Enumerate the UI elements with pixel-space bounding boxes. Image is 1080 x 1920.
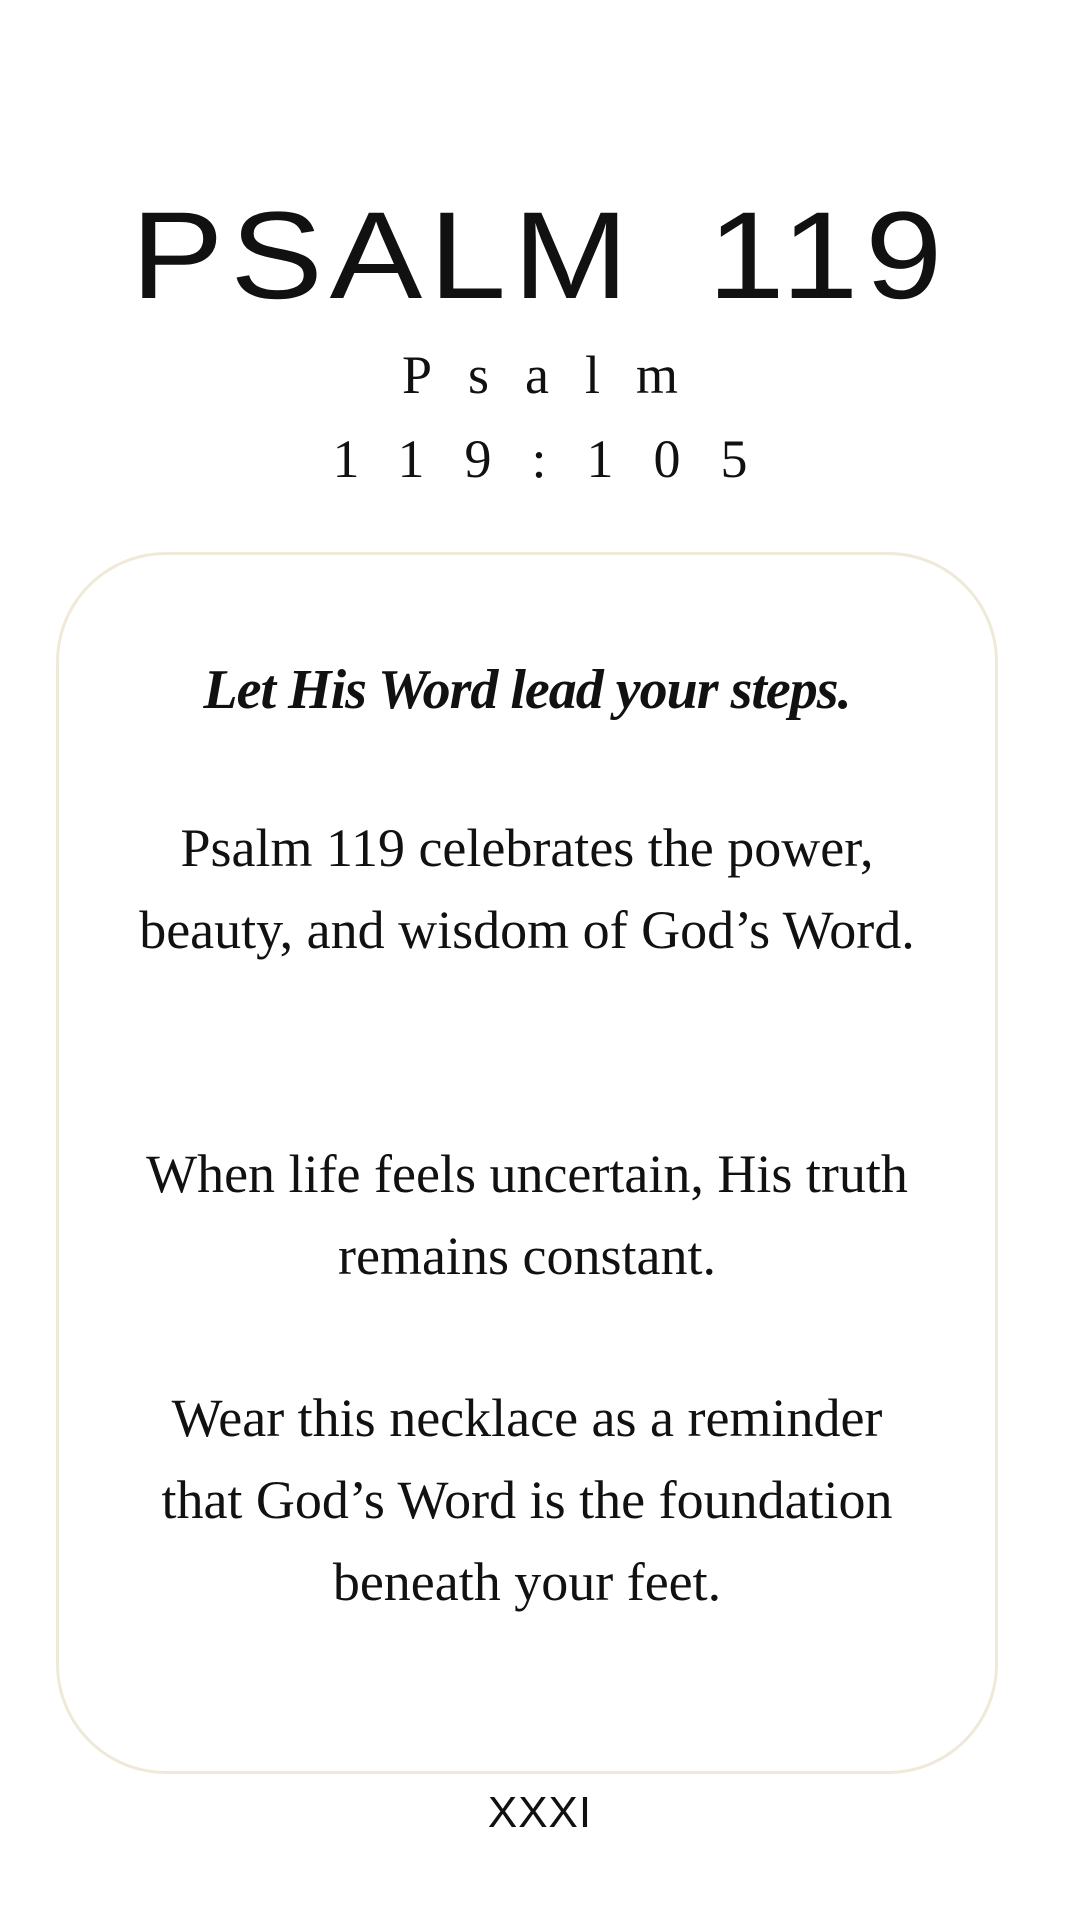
verse-reference-book: Psalm — [401, 345, 715, 405]
verse-reference-number: 119:105 — [332, 429, 788, 489]
page-title: PSALM 119 — [130, 187, 950, 325]
card-tagline: Let His Word lead your steps. — [203, 659, 851, 721]
card-paragraph: When life feels uncertain, His truth remains constant. — [146, 1144, 908, 1286]
card-paragraph: Wear this necklace as a reminder that God’s Word is the foundation beneath your feet. — [161, 1388, 893, 1612]
message-card — [56, 552, 998, 1774]
footer-mark: XXXI — [487, 1788, 593, 1837]
card-paragraph: Psalm 119 celebrates the power, beauty, and wisdom of God’s Word. — [139, 818, 915, 960]
